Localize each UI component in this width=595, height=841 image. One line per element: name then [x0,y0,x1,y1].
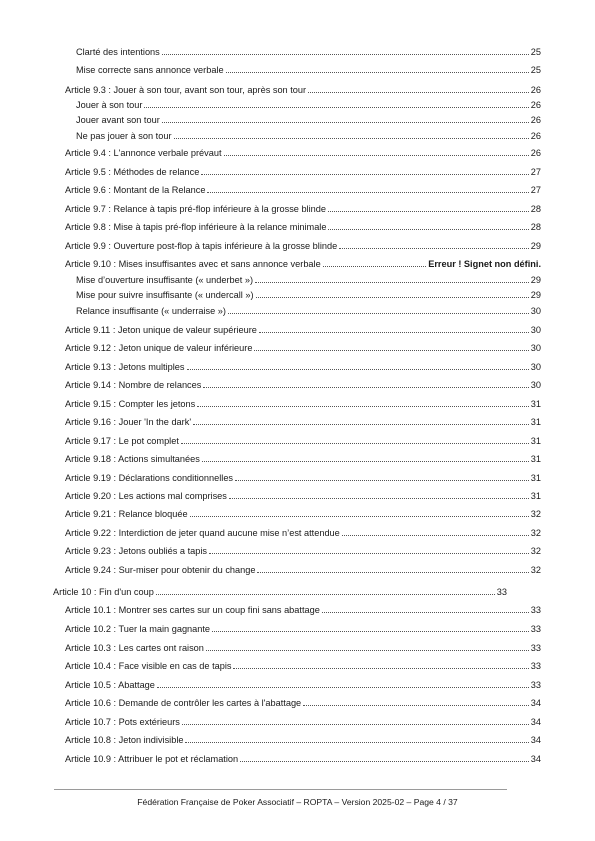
toc-entry-page-number: 25 [530,47,541,57]
toc-dot-leader [162,121,529,123]
toc-entry[interactable] [65,695,541,709]
toc-entry-label: Relance insuffisante (« underraise ») [76,306,226,316]
toc-entry-page-number: 32 [530,509,541,519]
toc-dot-leader [174,137,529,139]
toc-dot-leader [254,349,528,351]
toc-dot-leader [328,210,529,212]
toc-entry[interactable] [65,238,541,252]
toc-dot-leader [185,741,528,743]
toc-entry-page-number: 29 [530,290,541,300]
toc-entry-page-number: 25 [530,65,541,75]
toc-entry[interactable] [65,164,541,178]
toc-entry-label: Article 9.14 : Nombre de relances [65,380,202,390]
toc-dot-leader [181,442,529,444]
toc-entry-page-number: 30 [530,325,541,335]
toc-entry[interactable] [65,562,541,576]
toc-entry-page-number: 30 [530,362,541,372]
toc-entry-page-number: 33 [530,680,541,690]
toc-entry-label: Article 9.22 : Interdiction de jeter quand aucune mise n’est attendue [65,528,340,538]
toc-entry-label: Article 9.9 : Ouverture post-flop à tapis inférieure à la grosse blinde [65,241,338,251]
toc-entry[interactable] [76,303,541,317]
toc-entry-page-number: 33 [496,587,507,597]
toc-entry-page-number: 32 [530,565,541,575]
toc-entry-page-number: 27 [530,185,541,195]
toc-dot-leader [207,191,528,193]
toc-entry[interactable] [76,287,541,301]
toc-entry-page-number: 26 [530,148,541,158]
toc-entry-page-number: 33 [530,624,541,634]
toc-entry-label: Jouer avant son tour [76,115,160,125]
toc-entry-label: Article 9.19 : Déclarations conditionnelles [65,473,234,483]
toc-entry-label: Article 10.2 : Tuer la main gagnante [65,624,211,634]
toc-entry-page-number: 26 [530,100,541,110]
toc-entry-page-number: 26 [530,131,541,141]
toc-dot-leader [259,331,529,333]
toc-dot-leader [212,630,529,632]
toc-entry-label: Article 9.17 : Le pot complet [65,436,179,446]
toc-entry-page-number: 31 [530,491,541,501]
toc-entry[interactable] [65,543,541,557]
toc-entry-page-number: 34 [530,735,541,745]
toc-entry-page-number: 34 [530,717,541,727]
toc-entry-label: Article 10.8 : Jeton indivisible [65,735,184,745]
toc-entry[interactable] [65,451,541,465]
toc-entry-page-number: 30 [530,306,541,316]
toc-entry[interactable] [65,470,541,484]
toc-entry-page-number: 32 [530,528,541,538]
toc-dot-leader [240,760,529,762]
toc-entry[interactable] [65,359,541,373]
toc-dot-leader [233,667,528,669]
toc-entry-label: Article 10.6 : Demande de contrôler les cartes à l'abattage [65,698,302,708]
toc-entry-label: Article 10.1 : Montrer ses cartes sur un coup fini sans abattage [65,605,320,615]
toc-entry-label: Article 9.15 : Compter les jetons [65,399,196,409]
toc-dot-leader [339,247,529,249]
toc-dot-leader [206,649,529,651]
toc-entry-error-text: Erreur ! Signet non défini. [428,259,541,269]
toc-dot-leader [162,53,529,55]
toc-entry[interactable] [65,322,541,336]
toc-entry-label: Article 9.12 : Jeton unique de valeur inférieure [65,343,253,353]
toc-dot-leader [190,515,529,517]
toc-dot-leader [209,552,529,554]
toc-entry-page-number: 29 [530,275,541,285]
toc-entry[interactable] [76,62,541,76]
toc-entry[interactable] [65,256,541,270]
toc-entry[interactable] [76,128,541,142]
toc-entry-label: Article 10.9 : Attribuer le pot et réclamation [65,754,239,764]
toc-entry[interactable] [65,677,541,691]
toc-entry-page-number: 32 [530,546,541,556]
toc-entry-label: Article 10 : Fin d'un coup [53,587,154,597]
toc-entry[interactable] [65,340,541,354]
toc-entry-label: Article 9.13 : Jetons multiples [65,362,185,372]
toc-dot-leader [255,281,529,283]
toc-entry-label: Article 9.3 : Jouer à son tour, avant son tour, après son tour [65,85,307,95]
toc-entry-label: Article 10.4 : Face visible en cas de tapis [65,661,232,671]
toc-entry-label: Article 9.7 : Relance à tapis pré-flop inférieure à la grosse blinde [65,204,326,214]
toc-dot-leader [303,704,529,706]
toc-dot-leader [202,460,529,462]
toc-entry-page-number: 26 [530,115,541,125]
toc-dot-leader [144,106,528,108]
toc-entry-page-number: 27 [530,167,541,177]
toc-entry-label: Article 9.11 : Jeton unique de valeur supérieure [65,325,257,335]
toc-dot-leader [257,571,528,573]
toc-entry-label: Article 9.5 : Méthodes de relance [65,167,200,177]
toc-entry-label: Article 10.5 : Abattage [65,680,155,690]
toc-entry[interactable] [65,488,541,502]
toc-entry-label: Ne pas jouer à son tour [76,131,172,141]
toc-entry-label: Article 9.23 : Jetons oubliés a tapis [65,546,207,556]
toc-entry[interactable] [65,82,541,96]
toc-dot-leader [308,91,529,93]
toc-entry[interactable] [65,396,541,410]
toc-entry-page-number: 30 [530,380,541,390]
toc-dot-leader [193,423,529,425]
toc-entry[interactable] [65,621,541,635]
toc-entry[interactable] [65,433,541,447]
toc-dot-leader [182,723,529,725]
toc-entry-label: Article 9.6 : Montant de la Relance [65,185,206,195]
toc-entry-page-number: 28 [530,222,541,232]
toc-entry[interactable] [65,377,541,391]
toc-entry[interactable] [65,602,541,616]
toc-entry-label: Mise correcte sans annonce verbale [76,65,224,75]
toc-entry[interactable] [76,272,541,286]
toc-entry-page-number: 34 [530,754,541,764]
toc-entry-label: Mise d’ouverture insuffisante (« underbet ») [76,275,254,285]
toc-entry-label: Article 9.20 : Les actions mal comprises [65,491,227,501]
toc-dot-leader [328,228,528,230]
toc-entry[interactable] [65,414,541,428]
toc-entry-label: Article 9.8 : Mise à tapis pré-flop inférieure à la relance minimale [65,222,327,232]
toc-entry-page-number: 31 [530,417,541,427]
toc-dot-leader [235,479,529,481]
toc-entry[interactable] [65,182,541,196]
toc-entry[interactable] [76,112,541,126]
toc-entry-page-number: 31 [530,399,541,409]
toc-entry-page-number: 33 [530,661,541,671]
toc-entry[interactable] [65,658,541,672]
toc-entry-label: Article 10.7 : Pots extérieurs [65,717,180,727]
toc-entry-page-number: 26 [530,85,541,95]
toc-entry-label: Clarté des intentions [76,47,160,57]
toc-dot-leader [228,312,529,314]
toc-entry-page-number: 31 [530,436,541,446]
page-footer: Fédération Française de Poker Associatif – ROPTA – Version 2025-02 – Page 4 / 37 [137,797,458,807]
toc-entry[interactable] [65,145,541,159]
toc-dot-leader [197,405,529,407]
toc-dot-leader [226,71,529,73]
toc-dot-leader [157,686,529,688]
toc-entry-label: Mise pour suivre insuffisante (« undercall ») [76,290,254,300]
toc-dot-leader [322,611,529,613]
toc-dot-leader [323,265,426,267]
footer-divider [54,789,507,790]
toc-dot-leader [256,296,529,298]
toc-dot-leader [156,593,495,595]
toc-entry[interactable] [53,584,507,598]
toc-entry-page-number: 30 [530,343,541,353]
toc-entry-label: Article 9.24 : Sur-miser pour obtenir du change [65,565,256,575]
toc-dot-leader [201,173,528,175]
toc-entry-label: Article 9.21 : Relance bloquée [65,509,188,519]
toc-entry-page-number: 31 [530,473,541,483]
toc-entry-label: Jouer à son tour [76,100,143,110]
toc-dot-leader [203,386,528,388]
toc-dot-leader [342,534,529,536]
toc-entry-page-number: 33 [530,643,541,653]
toc-entry-label: Article 9.16 : Jouer 'In the dark' [65,417,192,427]
toc-dot-leader [224,154,529,156]
toc-entry-page-number: 28 [530,204,541,214]
toc-entry-label: Article 9.18 : Actions simultanées [65,454,200,464]
toc-entry[interactable] [65,640,541,654]
toc-entry[interactable] [65,525,541,539]
toc-entry[interactable] [65,732,541,746]
toc-dot-leader [187,368,529,370]
toc-entry-label: Article 10.3 : Les cartes ont raison [65,643,204,653]
toc-entry[interactable] [65,201,541,215]
toc-dot-leader [229,497,529,499]
toc-entry-page-number: 34 [530,698,541,708]
toc-entry-page-number: 31 [530,454,541,464]
toc-entry[interactable] [76,44,541,58]
toc-entry[interactable] [76,97,541,111]
toc-entry-page-number: 33 [530,605,541,615]
toc-entry-label: Article 9.4 : L'annonce verbale prévaut [65,148,222,158]
toc-entry[interactable] [65,751,541,765]
toc-entry[interactable] [65,219,541,233]
toc-entry-page-number: 29 [530,241,541,251]
toc-entry[interactable] [65,714,541,728]
toc-entry[interactable] [65,506,541,520]
toc-entry-label: Article 9.10 : Mises insuffisantes avec et sans annonce verbale [65,259,321,269]
